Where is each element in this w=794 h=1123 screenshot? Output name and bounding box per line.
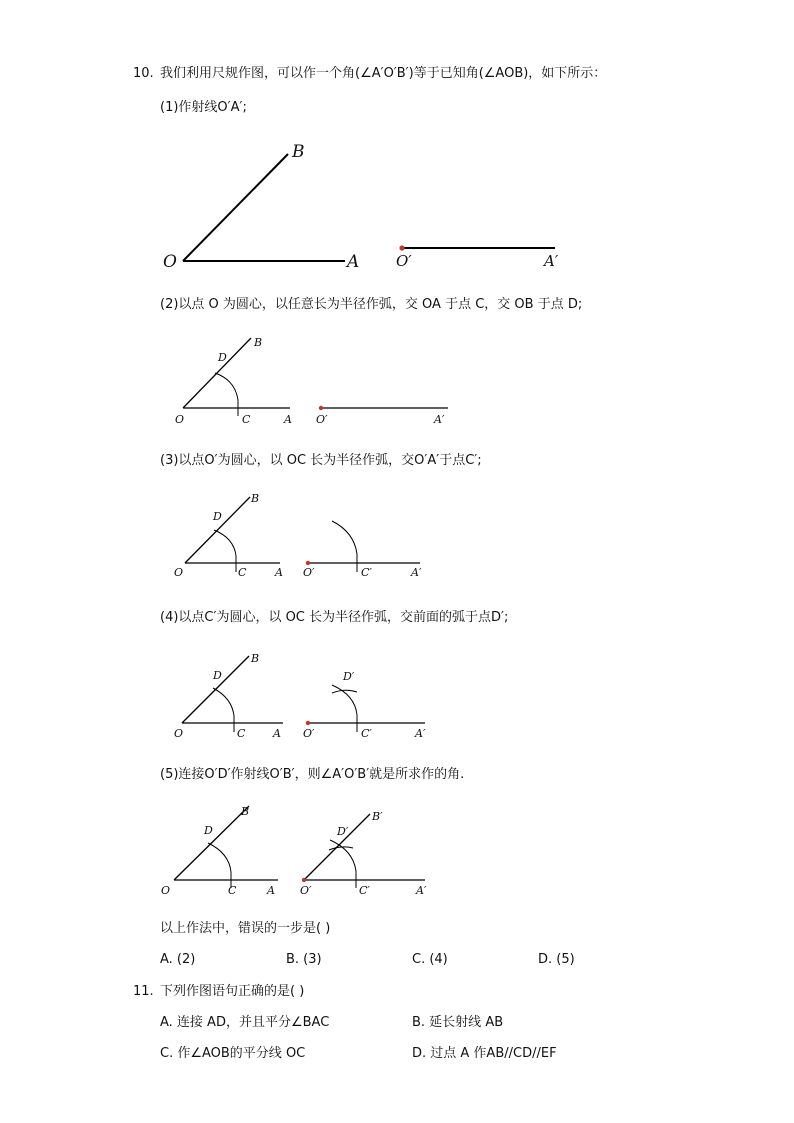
label-Dp: D′ (337, 825, 349, 838)
label-A: A (275, 566, 283, 579)
label-Op: O′ (396, 252, 412, 270)
label-Bp: B′ (372, 810, 383, 823)
label-B: B (292, 142, 305, 162)
label-Op: O′ (303, 566, 315, 579)
label-A: A (273, 727, 281, 740)
step-3-text: (3)以点O′为圆心，以 OC 长为半径作弧，交O′A′于点C′; (160, 453, 482, 468)
question-10-stem: 我们利用尺规作图，可以作一个角(∠A′O′B′)等于已知角(∠AOB)，如下所示： (160, 66, 607, 81)
q11-option-d[interactable]: D. 过点 A 作AB//CD//EF (412, 1046, 557, 1061)
label-C: C (242, 413, 251, 426)
label-C: C (238, 566, 247, 579)
label-B: B (251, 492, 260, 505)
label-C: C (228, 884, 237, 897)
q10-option-b[interactable]: B. (3) (286, 952, 322, 967)
label-Ap: A′ (544, 252, 559, 270)
label-A: A (347, 252, 360, 272)
label-Ap: A′ (415, 727, 426, 740)
label-A: A (284, 413, 292, 426)
label-C: C (237, 727, 246, 740)
q10-option-d[interactable]: D. (5) (538, 952, 575, 967)
figure-step-1 (155, 140, 575, 275)
label-Dp: D′ (343, 670, 355, 683)
ray-OB (183, 154, 288, 261)
label-A: A (267, 884, 275, 897)
step-5-text: (5)连接O′D′作射线O′B′，则∠A′O′B′就是所求作的角. (160, 767, 465, 782)
label-Ap: A′ (411, 566, 422, 579)
label-Op: O′ (316, 413, 328, 426)
point-Op (399, 245, 404, 250)
label-D: D (204, 824, 213, 837)
label-O: O (174, 566, 184, 579)
question-10-prompt: 以上作法中，错误的一步是( ) (160, 921, 331, 936)
label-O: O (175, 413, 185, 426)
label-B: B (254, 336, 263, 349)
q11-option-c[interactable]: C. 作∠AOB的平分线 OC (160, 1046, 306, 1061)
q11-option-a[interactable]: A. 连接 AD，并且平分∠BAC (160, 1015, 330, 1030)
figure-step-2 (165, 330, 465, 430)
figure-step-5 (155, 800, 455, 900)
label-Ap: A′ (434, 413, 445, 426)
label-Op: O′ (303, 727, 315, 740)
label-B: B (251, 652, 260, 665)
label-O: O (174, 727, 184, 740)
q10-option-c[interactable]: C. (4) (412, 952, 448, 967)
label-B: B (241, 805, 250, 818)
step-4-text: (4)以点C′为圆心，以 OC 长为半径作弧，交前面的弧于点D′; (160, 610, 509, 625)
figure-step-3 (168, 488, 458, 583)
label-Ap: A′ (416, 884, 427, 897)
step-1-text: (1)作射线O′A′; (160, 100, 247, 115)
label-D: D (213, 510, 222, 523)
q11-option-b[interactable]: B. 延长射线 AB (412, 1015, 504, 1030)
figure-step-4 (165, 648, 460, 743)
question-10-number: 10. (133, 66, 154, 81)
label-Cp: C′ (361, 566, 372, 579)
label-O: O (161, 884, 171, 897)
label-D: D (218, 351, 227, 364)
q10-option-a[interactable]: A. (2) (160, 952, 196, 967)
label-Cp: C′ (361, 727, 372, 740)
label-Cp: C′ (359, 884, 370, 897)
label-Op: O′ (300, 884, 312, 897)
step-2-text: (2)以点 O 为圆心，以任意长为半径作弧，交 OA 于点 C，交 OB 于点 D; (160, 297, 583, 312)
label-O: O (163, 252, 177, 272)
question-11-stem: 下列作图语句正确的是( ) (160, 984, 305, 999)
label-D: D (213, 669, 222, 682)
question-11-number: 11. (133, 984, 154, 999)
